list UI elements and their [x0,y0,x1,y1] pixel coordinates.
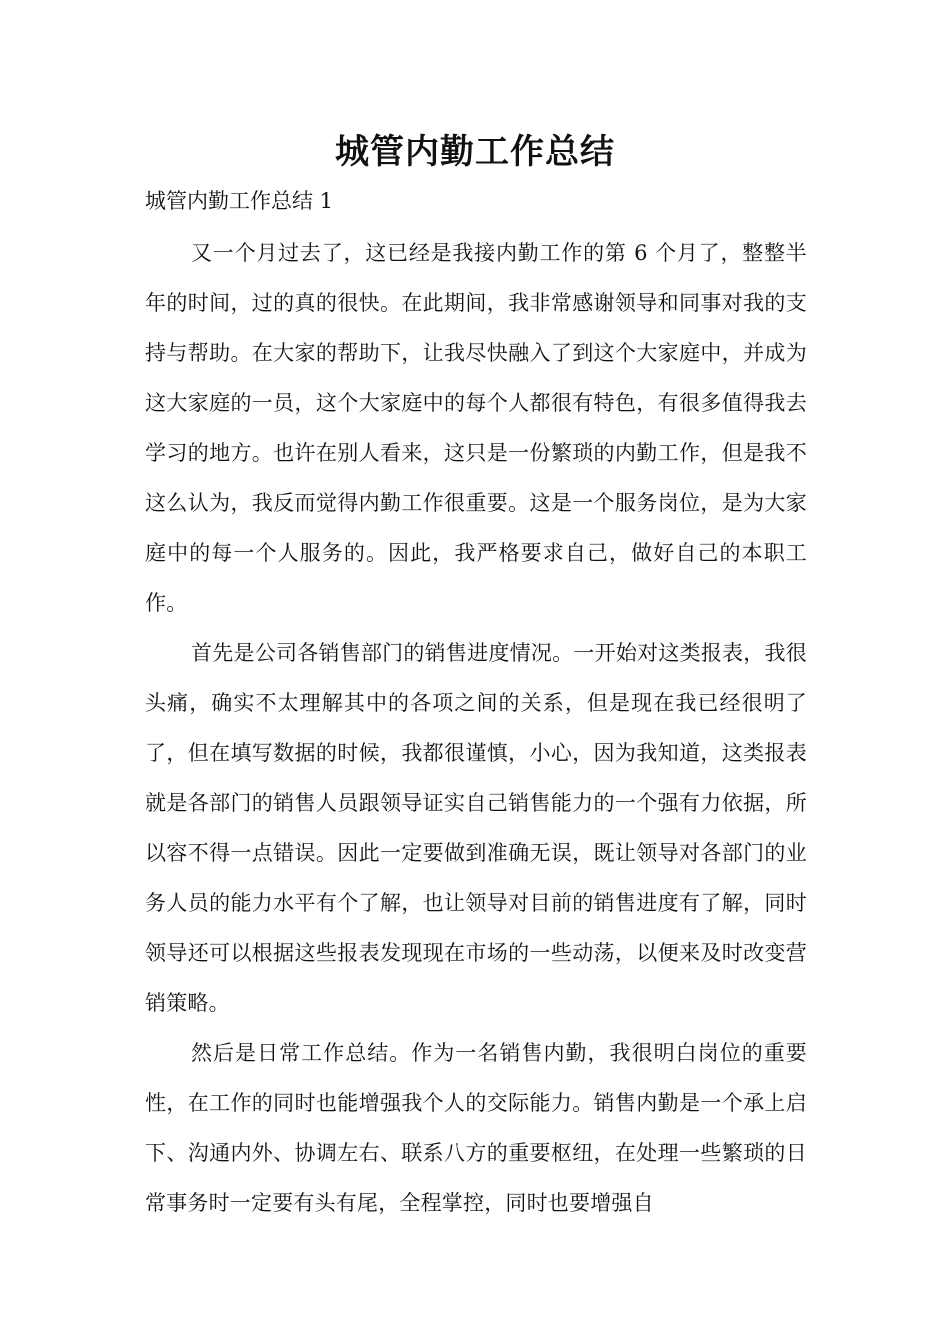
paragraph: 首先是公司各销售部门的销售进度情况。一开始对这类报表，我很头痛，确实不太理解其中的各项之间的关系，但是现在我已经很明了了，但在填写数据的时候，我都很谨慎，小心，因为我知道，这类报表就是各部门的销售人员跟领导证实自己销售能力的一个强有力依据，所以容不得一点错误。因此一定要做到准确无误，既让领导对各部门的业务人员的能力水平有个了解，也让领导对目前的销售进度有了解，同时领导还可以根据这些报表发现现在市场的一些动荡，以便来及时改变营销策略。 [145,641,807,1015]
paragraph: 又一个月过去了，这已经是我接内勤工作的第 6 个月了，整整半年的时间，过的真的很快。在此期间，我非常感谢领导和同事对我的支持与帮助。在大家的帮助下，让我尽快融入了到这个大家庭中，并成为这大家庭的一员，这个大家庭中的每个人都很有特色，有很多值得我去学习的地方。也许在别人看来，这只是一份繁琐的内勤工作，但是我不这么认为，我反而觉得内勤工作很重要。这是一个服务岗位，是为大家庭中的每一个人服务的。因此，我严格要求自己，做好自己的本职工作。 [145,241,807,615]
document-body [145,228,807,1228]
section-subtitle: 城管内勤工作总结 1 [145,189,334,213]
document-title: 城管内勤工作总结 [335,132,615,172]
paragraph: 然后是日常工作总结。作为一名销售内勤，我很明白岗位的重要性，在工作的同时也能增强我个人的交际能力。销售内勤是一个承上启下、沟通内外、协调左右、联系八方的重要枢纽，在处理一些繁琐的日常事务时一定要有头有尾，全程掌控，同时也要增强自 [145,1041,807,1215]
